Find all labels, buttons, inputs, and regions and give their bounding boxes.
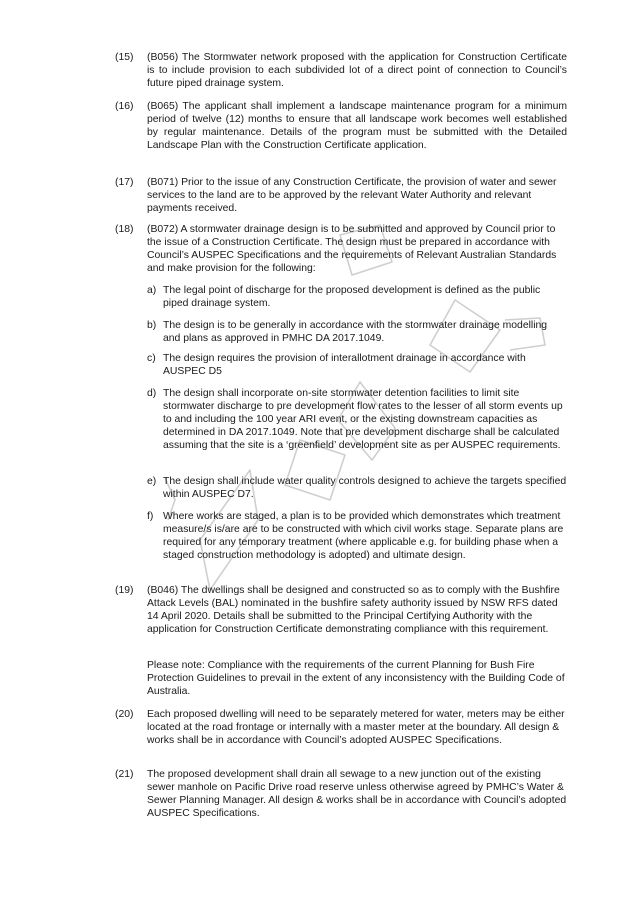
- condition-text: (B065) The applicant shall implement a landscape maintenance program for a minimum period of twelve (12) months to ensure that all landscape work becomes well established by regular maintenance. Details of the program must be submitted with the Detailed Landscape Plan with the Construction Certificate application.: [147, 101, 567, 151]
- condition-text: (B046) The dwellings shall be designed and constructed so as to comply with the Bushfire Attack Levels (BAL) nominated in the bushfire safety authority issued by NSW RFS dated 14 April 2020. Details shall be submitted to the Principal Certifying Authority with the application for Construction Certificate demonstrating compliance with this requirement.: [147, 585, 560, 635]
- condition-number: (19): [115, 585, 134, 596]
- condition-18-item-a: [147, 285, 567, 311]
- item-label: e): [147, 476, 157, 487]
- condition-19: [115, 585, 567, 637]
- condition-18-item-c: [147, 353, 567, 379]
- condition-text: The proposed development shall drain all sewage to a new junction out of the existing sewer manhole on Pacific Drive road reserve unless otherwise agreed by PMHC’s Water & Sewer Planning Manager. All design & works shall be in accordance with Council’s adopted AUSPEC Specifications.: [147, 769, 567, 819]
- item-text: Where works are staged, a plan is to be provided which demonstrates which treatment measure/s is/are are to be constructed with which civil works stage. Separate plans are required for any temporary treatment (where applicable e.g. for building phase when a staged construction methodology is adopted) and ultimate design.: [163, 511, 564, 561]
- condition-18-item-d: [147, 388, 567, 453]
- item-label: f): [147, 511, 154, 522]
- condition-number: (21): [115, 769, 134, 780]
- item-label: d): [147, 388, 157, 399]
- condition-19-note: Please note: Compliance with the requirements of the current Planning for Bush Fire Protection Guidelines to prevail in the extent of any inconsistency with the Building Code of Australia.: [147, 660, 565, 697]
- condition-text: (B071) Prior to the issue of any Construction Certificate, the provision of water and sewer services to the land are to be approved by the relevant Water Authority and relevant payments received.: [147, 177, 557, 214]
- item-text: The design shall incorporate on-site stormwater detention facilities to limit site stormwater discharge to pre development flow rates to the lesser of all storm events up to and including the 100 year ARI event, or the existing downstream capacities as determined in DA 2017.1049. Note that pre development discharge shall be calculated assuming that the site is a ‘greenfield’ development site as per AUSPEC requirements.: [163, 388, 563, 451]
- condition-text: (B056) The Stormwater network proposed with the application for Construction Certificate is to include provision to each subdivided lot of a direct point of connection to Council’s future piped drainage system.: [147, 52, 567, 89]
- condition-18-item-e: [147, 476, 567, 502]
- condition-number: (20): [115, 709, 134, 720]
- condition-18-item-f: [147, 511, 567, 563]
- condition-21: [115, 769, 567, 821]
- item-label: b): [147, 320, 157, 331]
- item-text: The design is to be generally in accordance with the stormwater drainage modelling and plans as approved in PMHC DA 2017.1049.: [163, 320, 548, 344]
- item-text: The design requires the provision of interallotment drainage in accordance with AUSPEC D5: [163, 353, 526, 377]
- item-text: The design shall include water quality controls designed to achieve the targets specified within AUSPEC D7.: [163, 476, 567, 500]
- condition-number: (16): [115, 101, 134, 112]
- condition-number: (18): [115, 224, 134, 235]
- condition-text: Each proposed dwelling will need to be separately metered for water, meters may be either located at the road frontage or internally with a master meter at the boundary. All design & works shall be in accordance with Council’s adopted AUSPEC Specifications.: [147, 709, 565, 746]
- item-text: The legal point of discharge for the proposed development is defined as the public piped drainage system.: [163, 285, 541, 309]
- condition-number: (17): [115, 177, 134, 188]
- condition-20: [115, 709, 567, 748]
- condition-18: [115, 224, 567, 276]
- condition-17: [115, 177, 567, 216]
- condition-number: (15): [115, 52, 134, 63]
- condition-15: [115, 52, 567, 91]
- condition-text: (B072) A stormwater drainage design is to be submitted and approved by Council prior to the issue of a Construction Certificate. The design must be prepared in accordance with Council’s AUSPEC Specifications and the requirements of Relevant Australian Standards and make provision for the following:: [147, 224, 557, 274]
- item-label: a): [147, 285, 157, 296]
- condition-16: [115, 101, 567, 153]
- item-label: c): [147, 353, 156, 364]
- condition-18-item-b: [147, 320, 567, 346]
